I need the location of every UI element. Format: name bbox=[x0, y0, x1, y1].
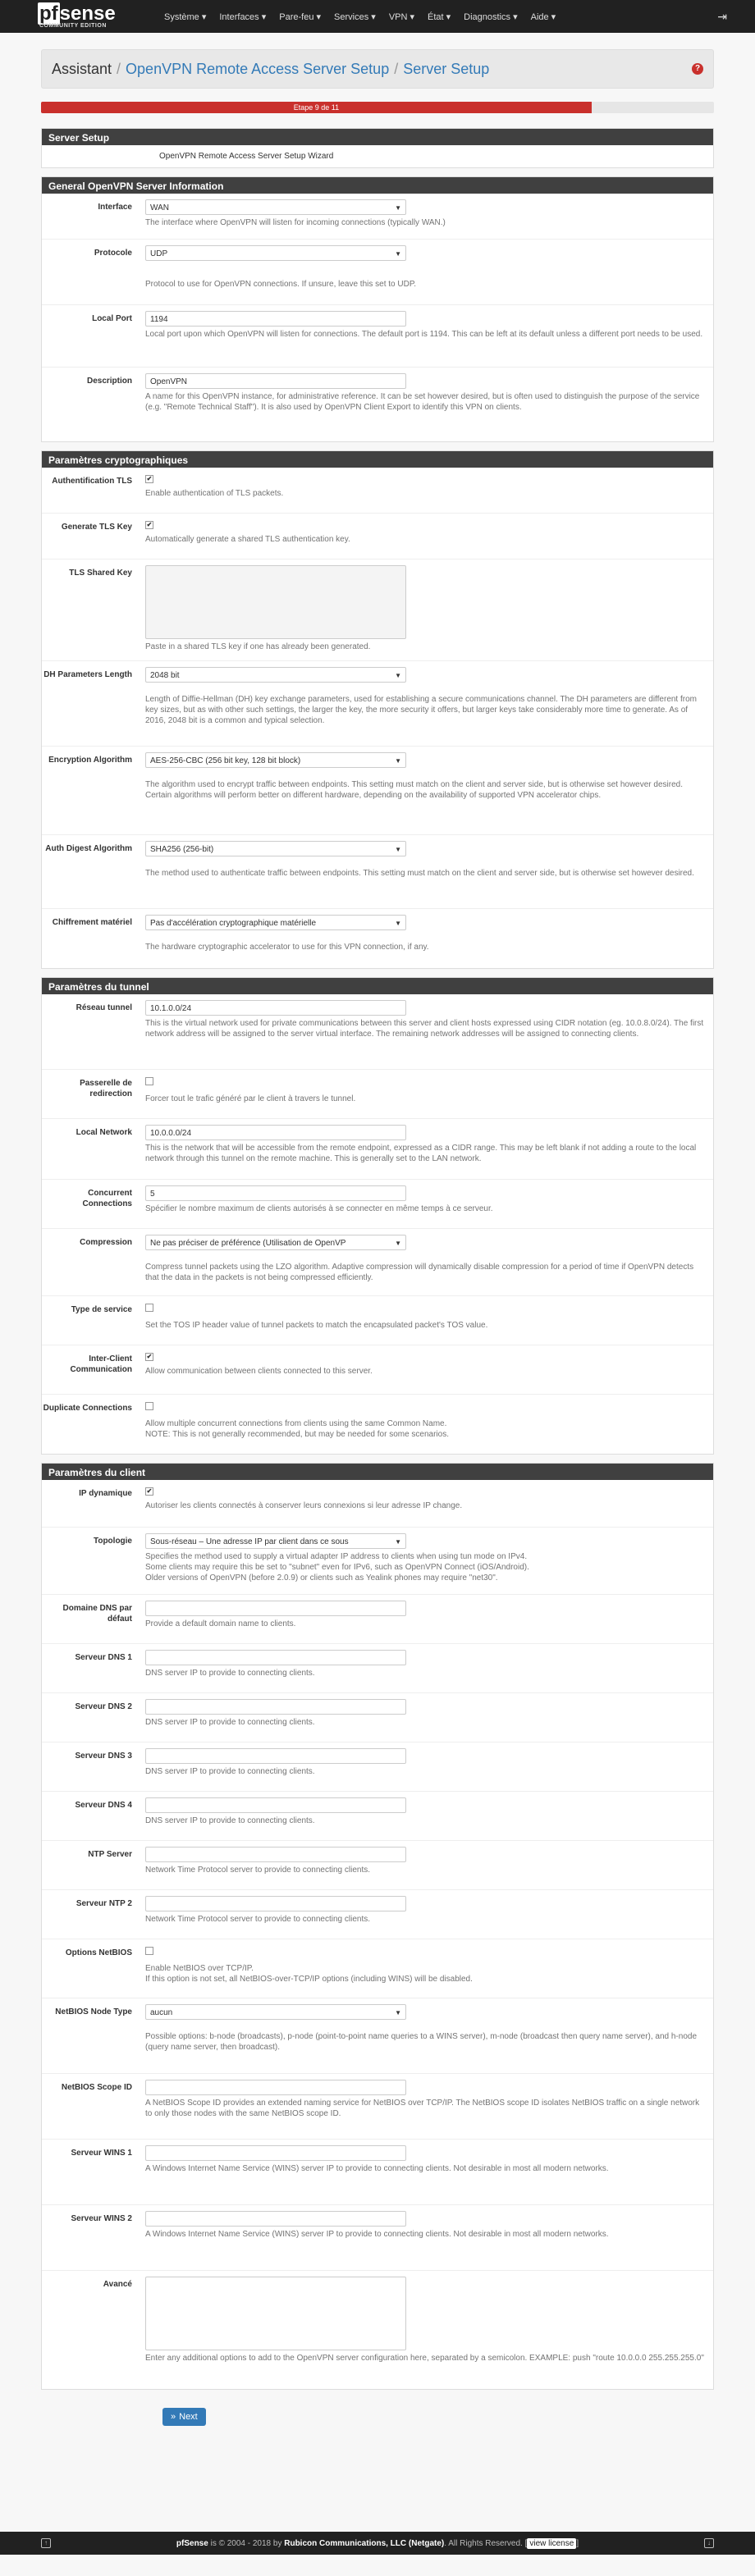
main-menu bbox=[164, 11, 556, 22]
dns-server-3-input[interactable] bbox=[145, 1748, 406, 1764]
panel-title: Paramètres cryptographiques bbox=[42, 451, 713, 468]
topology-select[interactable]: Sous-réseau – Une adresse IP par client dans ce sous ▼ bbox=[145, 1533, 406, 1549]
view-license-link[interactable]: view license bbox=[527, 2538, 576, 2549]
chevron-down-icon: ▼ bbox=[395, 1538, 401, 1546]
redirect-gateway-checkbox[interactable] bbox=[145, 1077, 153, 1085]
panel-general: General OpenVPN Server Information Interface WAN ▼ The interface where OpenVPN will listen for incoming connections (typically WAN.) Protocole UDP ▼ Protocol to use for OpenVPN connections. If unsure, leave this set to UDP. Local Port 1194 Local port upon which OpenVPN will listen for connections. The default port is 1194. This can be left at its default unless a different port needs to be used. Description OpenVPN A name for this OpenVPN instance, for administrative reference. It can be set however desired, but is often used to distinguish the purpose of the service (e.g. "Remote Technical Staff"). It is also used by OpenVPN Client Export to identify this VPN on clients. bbox=[41, 176, 714, 442]
description-input[interactable]: OpenVPN bbox=[145, 373, 406, 389]
auth-digest-select[interactable]: SHA256 (256-bit) ▼ bbox=[145, 841, 406, 856]
breadcrumb-assistant: Assistant bbox=[52, 60, 112, 77]
panel-crypto: Paramètres cryptographiques Authentification TLS ✔ Enable authentication of TLS packets. Generate TLS Key ✔ Automatically generate a shared TLS authentication key. TLS Shared Key Paste in a shared TLS key if one has already been generated. DH Parameters Length 2048 bit ▼ Length of Diffie-Hellman (DH) key exchange parameters, used for establishing a secure communications channel. The DH parameters are different from key sizes, but as with other such settings, the larger the key, the more security it offers, but larger keys take considerably more time to generate. As of 2016, 2048 bit is a common and typical selection. Encryption Algorithm AES-256-CBC (256 bit key, 128 bit block) ▼ The algorithm used to encrypt traffic between endpoints. This setting must match on the client and server side, but is otherwise set however desired. Certain algorithms will perform better on different hardware, depending on the availability of supported VPN accelerator chips. Auth Digest Algorithm SHA256 (256-bit) ▼ The method used to authenticate traffic between endpoints. This setting must match on the client and server side, but is otherwise set however desired. Chiffrement matériel Pas d'accélération cryptographique matérielle ▼ The hardware cryptographic accelerator to use for this VPN connection, if any. bbox=[41, 450, 714, 969]
breadcrumb-openvpn-wizard[interactable]: OpenVPN Remote Access Server Setup bbox=[126, 60, 390, 77]
chevron-right-icon: » bbox=[171, 2412, 176, 2422]
progress-bar: Etape 9 de 11 bbox=[41, 102, 592, 113]
wins-server-2-input[interactable] bbox=[145, 2211, 406, 2227]
netbios-node-type-select[interactable]: aucun ▼ bbox=[145, 2004, 406, 2020]
local-network-input[interactable]: 10.0.0.0/24 bbox=[145, 1125, 406, 1140]
chevron-down-icon: ▼ bbox=[395, 2009, 401, 2016]
wizard-progress bbox=[41, 102, 714, 113]
scroll-up-icon[interactable]: ↑ bbox=[41, 2538, 51, 2548]
generate-tls-key-checkbox[interactable]: ✔ bbox=[146, 521, 153, 528]
advanced-options-textarea[interactable] bbox=[145, 2277, 406, 2350]
menu-parefeu[interactable]: Pare-feu ▾ bbox=[279, 11, 322, 22]
menu-vpn[interactable]: VPN ▾ bbox=[388, 11, 415, 22]
menu-interfaces[interactable]: Interfaces ▾ bbox=[219, 11, 267, 22]
panel-title: Paramètres du client bbox=[42, 1464, 713, 1480]
pfsense-logo[interactable]: pfsense COMMUNITY EDITION bbox=[38, 5, 148, 29]
panel-title: Paramètres du tunnel bbox=[42, 978, 713, 994]
tls-shared-key-textarea[interactable] bbox=[145, 565, 406, 639]
protocol-select[interactable]: UDP ▼ bbox=[145, 245, 406, 261]
menu-etat[interactable]: État ▾ bbox=[428, 11, 451, 22]
panel-tunnel: Paramètres du tunnel Réseau tunnel 10.1.0.0/24 This is the virtual network used for private communications between this server and client hosts expressed using CIDR notation (eg. 10.0.8.0/24). The first network address will be assigned to the server virtual interface. The remaining network addresses will be assigned to connecting clients. Passerelle de redirection Forcer tout le trafic généré par le client à travers le tunnel. Local Network 10.0.0.0/24 This is the network that will be accessible from the remote endpoint, expressed as a CIDR range. This may be left blank if not adding a route to the local network through this tunnel on the remote machine. This is generally set to the LAN network. Concurrent Connections 5 Spécifier le nombre maximum de clients autorisés à se connecter en même temps à ce serveur. Compression Ne pas préciser de préférence (Utilisation de OpenVP ▼ Compress tunnel packets using the LZO algorithm. Adaptive compression will dynamically disable compression for a period of time if OpenVPN detects that the data in the packets is not being compressed efficiently. Type de service Set the TOS IP header value of tunnel packets to match the encapsulated packet's TOS value. Inter-Client Communication ✔ Allow communication between clients connected to this server. Duplicate Connections Allow multiple concurrent connections from clients using the same Common Name. NOTE: This is not generally recommended, but may be needed for some scenarios. bbox=[41, 977, 714, 1455]
encryption-algorithm-select[interactable]: AES-256-CBC (256 bit key, 128 bit block) ▼ bbox=[145, 752, 406, 768]
chevron-down-icon: ▼ bbox=[395, 250, 401, 258]
menu-systeme[interactable]: Système ▾ bbox=[164, 11, 207, 22]
chevron-down-icon: ▼ bbox=[395, 1240, 401, 1247]
panel-title: General OpenVPN Server Information bbox=[42, 177, 713, 194]
dns-server-2-input[interactable] bbox=[145, 1699, 406, 1715]
chevron-down-icon: ▼ bbox=[395, 757, 401, 765]
logo-subtitle: COMMUNITY EDITION bbox=[39, 22, 107, 29]
default-domain-input[interactable] bbox=[145, 1601, 406, 1616]
wins-server-1-input[interactable] bbox=[145, 2145, 406, 2161]
footer: ↑ pfSense is © 2004 - 2018 by Rubicon Communications, LLC (Netgate). All Rights Reserved. [ view license ] ↓ bbox=[0, 2532, 755, 2555]
logout-icon[interactable]: ⇥ bbox=[717, 9, 727, 23]
chevron-down-icon: ▼ bbox=[395, 846, 401, 853]
menu-diagnostics[interactable]: Diagnostics ▾ bbox=[464, 11, 518, 22]
tls-auth-checkbox[interactable]: ✔ bbox=[146, 475, 153, 482]
concurrent-connections-input[interactable]: 5 bbox=[145, 1185, 406, 1201]
panel-title: Server Setup bbox=[42, 129, 713, 145]
interface-select[interactable]: WAN ▼ bbox=[145, 199, 406, 215]
netbios-checkbox[interactable] bbox=[145, 1947, 153, 1955]
chevron-down-icon: ▼ bbox=[395, 672, 401, 679]
type-of-service-checkbox[interactable] bbox=[145, 1304, 153, 1312]
chevron-down-icon: ▼ bbox=[395, 204, 401, 212]
breadcrumb: Assistant / OpenVPN Remote Access Server Setup / Server Setup ? bbox=[41, 49, 714, 89]
menu-aide[interactable]: Aide ▾ bbox=[530, 11, 556, 22]
netbios-scope-input[interactable] bbox=[145, 2080, 406, 2095]
dh-length-select[interactable]: 2048 bit ▼ bbox=[145, 667, 406, 683]
duplicate-connections-checkbox[interactable] bbox=[145, 1402, 153, 1410]
ntp-server-1-input[interactable] bbox=[145, 1847, 406, 1862]
inter-client-checkbox[interactable]: ✔ bbox=[146, 1353, 153, 1360]
panel-client: Paramètres du client IP dynamique ✔ Autoriser les clients connectés à conserver leurs connexions si leur adresse IP change. Topologie Sous-réseau – Une adresse IP par client dans ce sous ▼ Specifies the method used to supply a virtual adapter IP address to clients when using tun mode on IPv4. Some clients may require this be set to "subnet" even for IPv6, such as OpenVPN Connect (iOS/Android). Older versions of OpenVPN (before 2.0.9) or clients such as Yealink phones may require "net30". Domaine DNS par défaut Provide a default domain name to clients. Serveur DNS 1 DNS server IP to provide to connecting clients. Serveur DNS 2 DNS server IP to provide to connecting clients. Serveur DNS 3 DNS server IP to provide to connecting clients. Serveur DNS 4 DNS server IP to provide to connecting clients. NTP Server Network Time Protocol server to provide to connecting clients. Serveur NTP 2 Network Time Protocol server to provide to connecting clients. Options NetBIOS Enable NetBIOS over TCP/IP. If this option is not set, all NetBIOS-over-TCP/IP options (including WINS) will be disabled. NetBIOS Node Type aucun ▼ Possible options: b-node (broadcasts), p-node (point-to-point name queries to a WINS server), m-node (broadcast then query name server), and h-node (query name server, then broadcast). NetBIOS Scope ID A NetBIOS Scope ID provides an extended naming service for NetBIOS over TCP/IP. The NetBIOS scope ID isolates NetBIOS traffic on a single network to only those nodes with the same NetBIOS scope ID. Serveur WINS 1 A Windows Internet Name Service (WINS) server IP to provide to connecting clients. Not desirable in most all modern networks. Serveur WINS 2 A Windows Internet Name Service (WINS) server IP to provide to connecting clients. Not desirable in most all modern networks. Avancé Enter any additional options to add to the OpenVPN server configuration here, separated by a semicolon. EXAMPLE: push "route 10.0.0.0 255.255.255.0" bbox=[41, 1463, 714, 2390]
dns-server-4-input[interactable] bbox=[145, 1797, 406, 1813]
next-button[interactable]: » Next bbox=[162, 2408, 206, 2426]
company-link[interactable]: Rubicon Communications, LLC (Netgate) bbox=[284, 2538, 445, 2548]
dns-server-1-input[interactable] bbox=[145, 1650, 406, 1665]
compression-select[interactable]: Ne pas préciser de préférence (Utilisation de OpenVP ▼ bbox=[145, 1235, 406, 1250]
hardware-crypto-select[interactable]: Pas d'accélération cryptographique matérielle ▼ bbox=[145, 915, 406, 930]
panel-server-setup: Server Setup OpenVPN Remote Access Server Setup Wizard bbox=[41, 128, 714, 168]
scroll-down-icon[interactable]: ↓ bbox=[704, 2538, 714, 2548]
breadcrumb-server-setup[interactable]: Server Setup bbox=[403, 60, 490, 77]
menu-services[interactable]: Services ▾ bbox=[334, 11, 376, 22]
ntp-server-2-input[interactable] bbox=[145, 1896, 406, 1911]
local-port-input[interactable]: 1194 bbox=[145, 311, 406, 327]
top-navbar bbox=[0, 0, 755, 33]
dynamic-ip-checkbox[interactable]: ✔ bbox=[146, 1487, 153, 1495]
tunnel-network-input[interactable]: 10.1.0.0/24 bbox=[145, 1000, 406, 1016]
chevron-down-icon: ▼ bbox=[395, 920, 401, 927]
help-icon[interactable]: ? bbox=[692, 63, 703, 75]
